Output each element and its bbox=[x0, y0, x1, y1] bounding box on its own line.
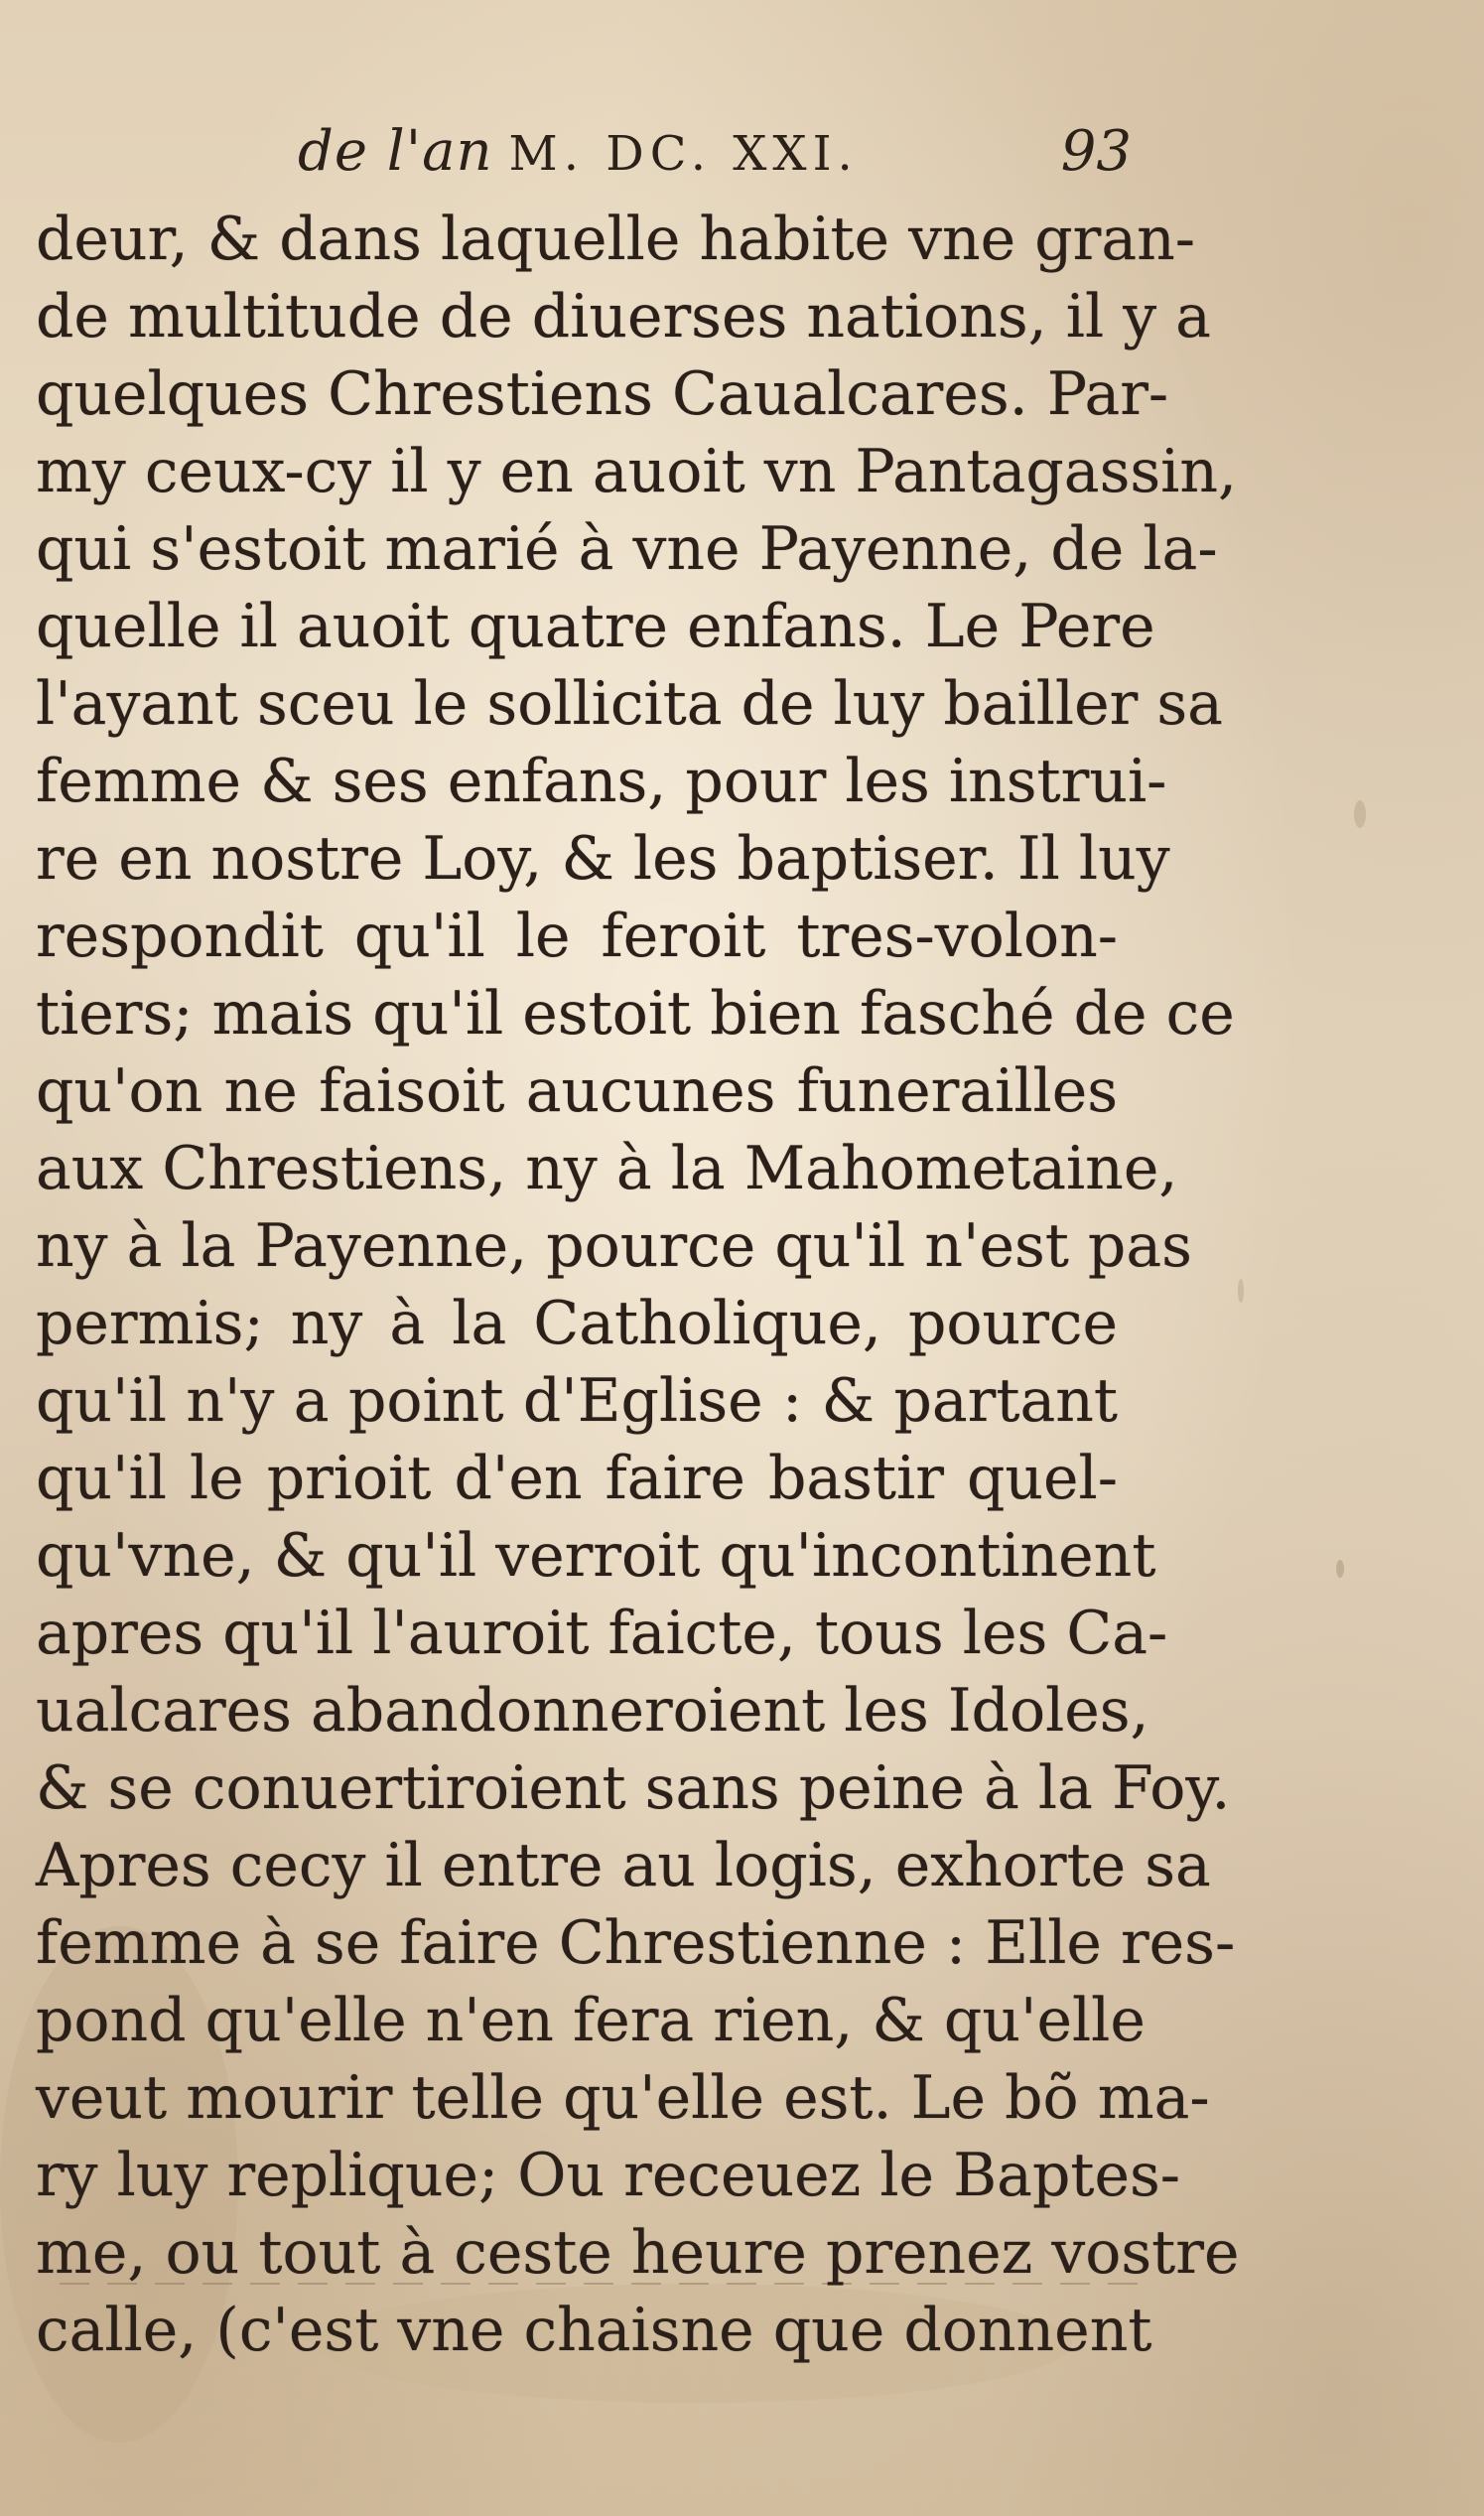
paper-stain bbox=[1336, 1560, 1344, 1578]
text-line: femme & ses enfans, pour les instrui- bbox=[36, 747, 1167, 816]
text-line: & se conuertiroient sans peine à la Foy. bbox=[36, 1753, 1231, 1823]
text-line: tiers; mais qu'il estoit bien fasché de ce bbox=[36, 979, 1235, 1048]
text-line: aux Chrestiens, ny à la Mahometaine, bbox=[36, 1134, 1178, 1203]
text-line: femme à se faire Chrestienne : Elle res- bbox=[36, 1908, 1236, 1978]
text-line: ualcares abandonneroient les Idoles, bbox=[36, 1676, 1149, 1746]
text-line: Apres cecy il entre au logis, exhorte sa bbox=[36, 1831, 1211, 1900]
paper-stain bbox=[1354, 800, 1366, 828]
text-line: qu'il n'y a point d'Eglise : & partant bbox=[36, 1366, 1118, 1436]
running-head bbox=[298, 119, 859, 184]
text-line: l'ayant sceu le sollicita de luy bailler sa bbox=[36, 669, 1223, 739]
text-line: quelle il auoit quatre enfans. Le Pere bbox=[36, 592, 1155, 661]
running-head-italic: de l'an bbox=[298, 119, 493, 184]
text-line: calle, (c'est vne chaisne que donnent bbox=[36, 2296, 1152, 2365]
body-text bbox=[36, 201, 1240, 2369]
text-line: quelques Chrestiens Caualcares. Par- bbox=[36, 359, 1169, 429]
page-header bbox=[298, 119, 1132, 209]
text-line: respondit qu'il le feroit tres-volon- bbox=[36, 902, 1118, 971]
text-line: ny à la Payenne, pource qu'il n'est pas bbox=[36, 1211, 1192, 1281]
text-line: qu'vne, & qu'il verroit qu'incontinent bbox=[36, 1521, 1156, 1591]
text-line: apres qu'il l'auroit faicte, tous les Ca- bbox=[36, 1599, 1168, 1668]
text-line: pond qu'elle n'en fera rien, & qu'elle bbox=[36, 1986, 1146, 2055]
text-line: permis; ny à la Catholique, pource bbox=[36, 1289, 1118, 1358]
text-line: qui s'estoit marié à vne Payenne, de la- bbox=[36, 514, 1218, 584]
text-line: my ceux-cy il y en auoit vn Pantagassin, bbox=[36, 437, 1238, 506]
text-line: qu'il le prioit d'en faire bastir quel- bbox=[36, 1444, 1118, 1513]
text-line: de multitude de diuerses nations, il y a bbox=[36, 282, 1211, 351]
page-number: 93 bbox=[1060, 119, 1132, 184]
text-line: veut mourir telle qu'elle est. Le bõ ma- bbox=[36, 2063, 1210, 2133]
paper-stain bbox=[1238, 1279, 1244, 1303]
text-line: ry luy replique; Ou receuez le Baptes- bbox=[36, 2141, 1181, 2210]
running-head-year: M. DC. XXI. bbox=[508, 126, 859, 182]
text-line: deur, & dans laquelle habite vne gran- bbox=[36, 205, 1196, 274]
text-line: me, ou tout à ceste heure prenez vostre bbox=[36, 2218, 1240, 2288]
text-line: re en nostre Loy, & les baptiser. Il luy bbox=[36, 824, 1170, 894]
text-line: qu'on ne faisoit aucunes funerailles bbox=[36, 1056, 1118, 1126]
